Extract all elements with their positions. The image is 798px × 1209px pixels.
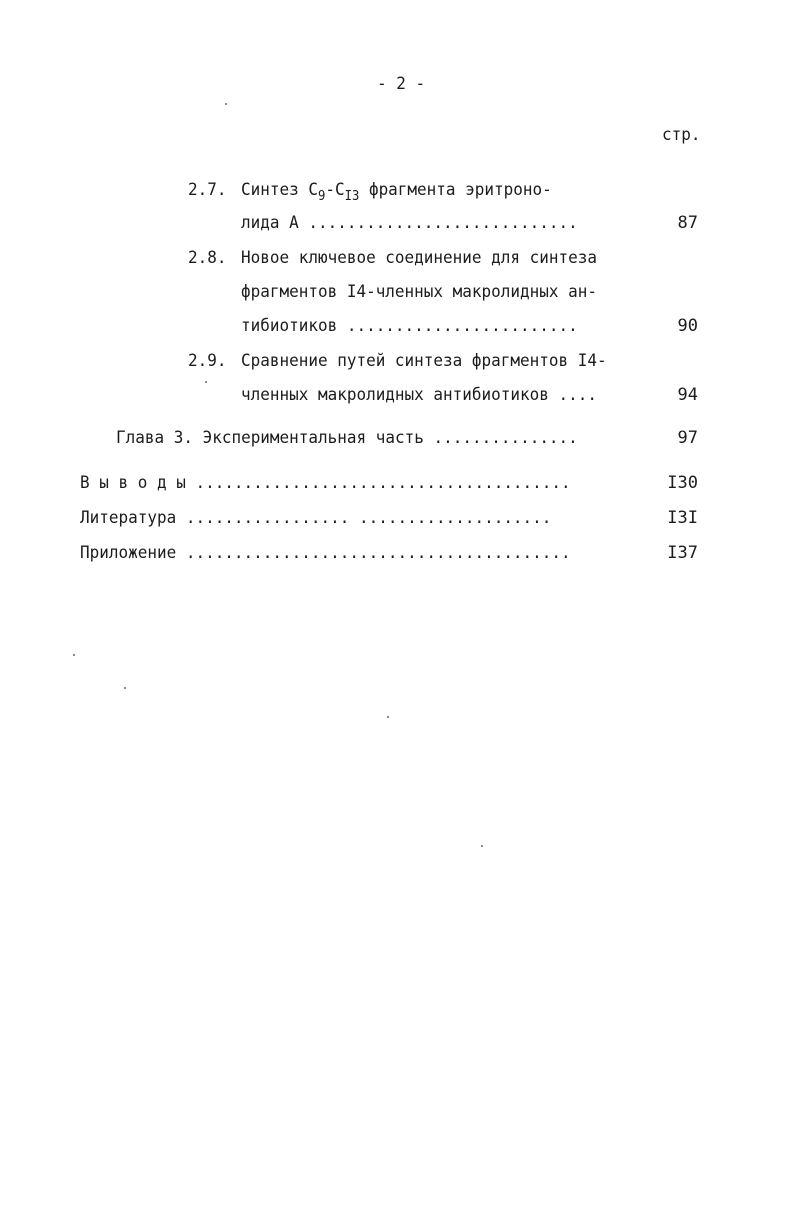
toc-entry-2-8-title-line3: тибиотиков ........................ bbox=[241, 316, 578, 336]
toc-entry-2-9-title-line2: членных макролидных антибиотиков .... bbox=[241, 385, 597, 405]
toc-entry-2-7-page: 87 bbox=[677, 213, 698, 233]
scan-speck bbox=[387, 716, 389, 718]
toc-entry-2-7-number: 2.7. bbox=[188, 180, 227, 200]
toc-entry-2-9-number: 2.9. bbox=[188, 351, 227, 371]
toc-entry-appendix-page: I37 bbox=[667, 543, 698, 563]
toc-entry-2-9-title-line1: Сравнение путей синтеза фрагментов I4- bbox=[241, 351, 607, 371]
scan-speck bbox=[481, 845, 483, 847]
toc-entry-2-8-title-line2: фрагментов I4-членных макролидных ан- bbox=[241, 282, 597, 302]
toc-entry-appendix: Приложение ........................................ bbox=[80, 543, 571, 563]
scan-speck bbox=[73, 654, 75, 656]
scan-speck bbox=[225, 103, 227, 105]
toc-entry-2-7-title-line1: Синтез $C_9-C_{I3}$ фрагмента эритроно- bbox=[241, 180, 552, 204]
scan-speck bbox=[205, 381, 207, 383]
page-column-header: стр. bbox=[662, 125, 701, 145]
toc-entry-conclusions-page: I30 bbox=[667, 473, 698, 493]
toc-entry-references-page: I3I bbox=[667, 508, 698, 528]
toc-entry-2-7-title-line2: лида А ............................ bbox=[241, 213, 578, 233]
toc-entry-chapter-3: Глава 3. Экспериментальная часть ............... bbox=[116, 428, 578, 448]
toc-entry-references: Литература ................. .................... bbox=[80, 508, 552, 528]
toc-entry-2-9-page: 94 bbox=[677, 385, 698, 405]
scan-speck bbox=[124, 687, 126, 689]
toc-entry-conclusions: В ы в о д ы ....................................... bbox=[80, 473, 571, 493]
toc-entry-chapter-3-page: 97 bbox=[677, 428, 698, 448]
page-number: - 2 - bbox=[377, 74, 426, 94]
toc-entry-2-8-number: 2.8. bbox=[188, 248, 227, 268]
toc-entry-2-8-title-line1: Новое ключевое соединение для синтеза bbox=[241, 248, 597, 268]
toc-entry-2-8-page: 90 bbox=[677, 316, 698, 336]
